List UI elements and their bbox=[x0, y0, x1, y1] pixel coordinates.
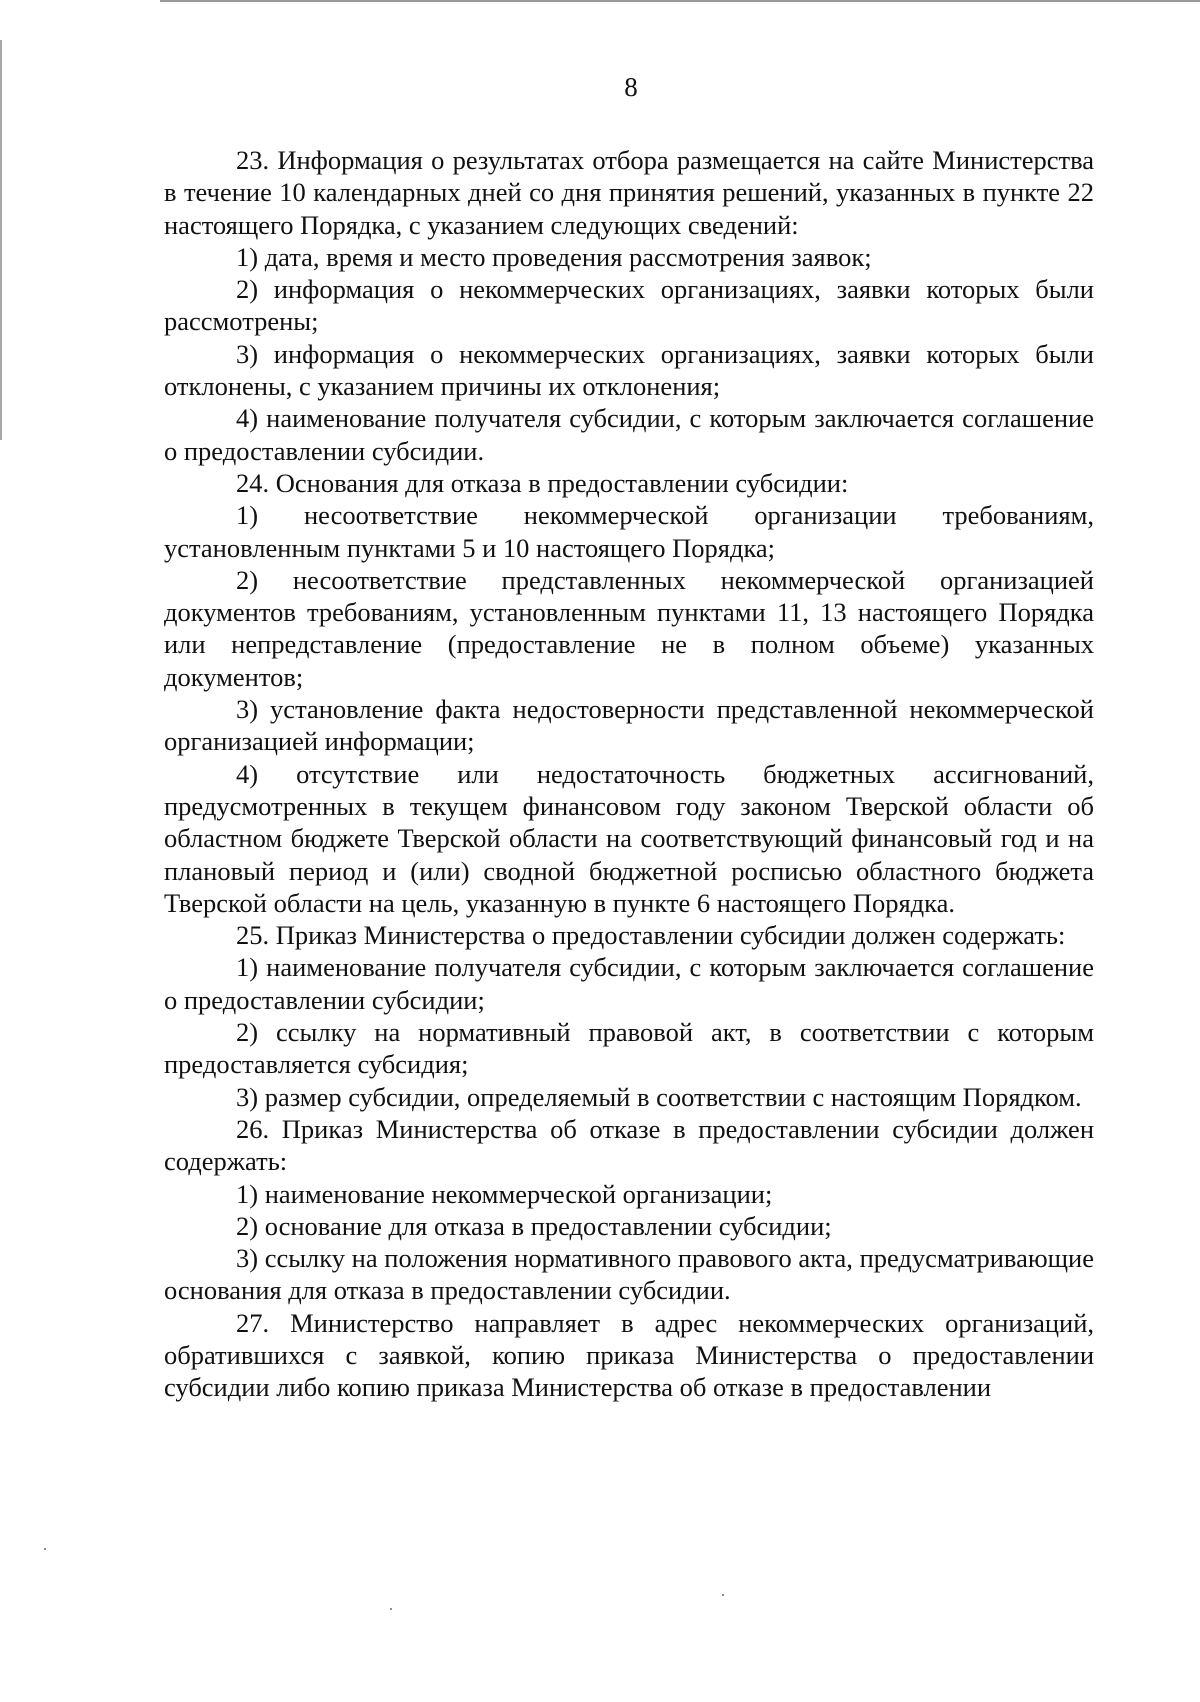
scan-speck bbox=[44, 1548, 46, 1550]
list-item: 3) ссылку на положения нормативного правового акта, предусматривающие основания для отказа в предоставлении субсидии. bbox=[164, 1243, 1094, 1306]
list-item: 4) наименование получателя субсидии, с которым заключается соглашение о предоставлении субсидии. bbox=[164, 403, 1094, 466]
paragraph-26: 26. Приказ Министерства об отказе в предоставлении субсидии должен содержать: bbox=[164, 1113, 1094, 1177]
document-body bbox=[164, 144, 1094, 1404]
list-item: 1) несоответствие некоммерческой организации требованиям, установленным пунктами 5 и 10 настоящего Порядка; bbox=[164, 500, 1094, 563]
list-item: 1) наименование некоммерческой организации; bbox=[236, 1178, 773, 1209]
list-item: 4) отсутствие или недостаточность бюджетных ассигнований, предусмотренных в текущем финансовом году законом Тверской области об областном бюджете Тверской области на соответствующий финансовый год и на плановый период и (или) сводной бюджетной росписью областного бюджета Тверской области на цель, указанную в пункте 6 настоящего Порядка. bbox=[164, 758, 1094, 918]
list-item: 2) основание для отказа в предоставлении субсидии; bbox=[236, 1210, 832, 1241]
scan-speck bbox=[390, 1608, 392, 1610]
list-item: 3) размер субсидии, определяемый в соответствии с настоящим Порядком. bbox=[236, 1081, 1082, 1112]
paragraph-24: 24. Основания для отказа в предоставлении субсидии: bbox=[236, 467, 849, 498]
list-item: 1) наименование получателя субсидии, с которым заключается соглашение о предоставлении субсидии; bbox=[164, 952, 1094, 1015]
list-item: 2) несоответствие представленных некоммерческой организацией документов требованиям, установленным пунктами 11, 13 настоящего Порядка или непредставление (предоставление не в полном объеме) указанных документов; bbox=[164, 564, 1094, 692]
list-item: 3) установление факта недостоверности представленной некоммерческой организацией информации; bbox=[164, 694, 1094, 757]
paragraph-23: 23. Информация о результатах отбора размещается на сайте Министерства в течение 10 календарных дней со дня принятия решений, указанных в пункте 22 настоящего Порядка, с указанием следующих сведений: bbox=[164, 145, 1094, 240]
scan-edge-top bbox=[160, 0, 1200, 2]
list-item: 1) дата, время и место проведения рассмотрения заявок; bbox=[236, 241, 872, 272]
page-number: 8 bbox=[624, 72, 638, 102]
scan-speck bbox=[722, 1594, 724, 1596]
paragraph-27: 27. Министерство направляет в адрес некоммерческих организаций, обратившихся с заявкой, копию приказа Министерства о предоставлении субсидии либо копию приказа Министерства об отказе в предоставлении bbox=[164, 1307, 1094, 1403]
list-item: 2) информация о некоммерческих организациях, заявки которых были рассмотрены; bbox=[164, 274, 1094, 337]
list-item: 3) информация о некоммерческих организациях, заявки которых были отклонены, с указанием причины их отклонения; bbox=[164, 338, 1094, 402]
paragraph-25: 25. Приказ Министерства о предоставлении субсидии должен содержать: bbox=[236, 920, 1066, 951]
list-item: 2) ссылку на нормативный правовой акт, в соответствии с которым предоставляется субсидия; bbox=[164, 1017, 1094, 1080]
